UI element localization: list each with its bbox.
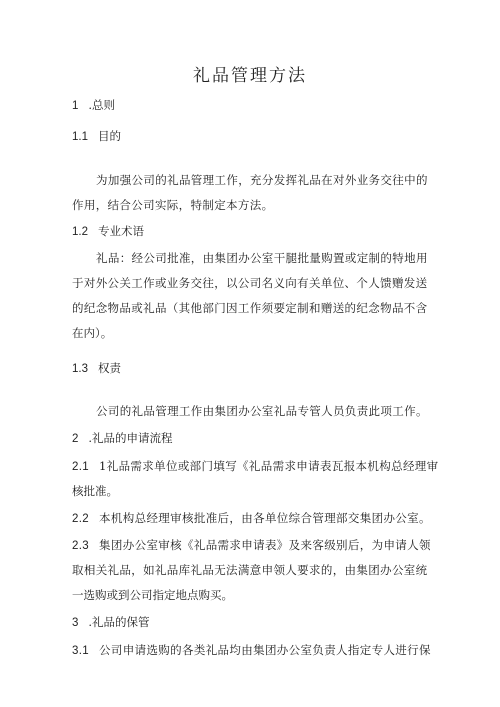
item-number: 2.2 xyxy=(72,513,90,525)
paragraph-line: 礼品：经公司批准，由集团办公室干腿批量购置或定制的特地用 xyxy=(96,251,428,265)
paragraph-line: 一选购或到公司指定地点购买。 xyxy=(72,588,233,602)
section-number: 1.2 xyxy=(72,226,88,238)
numbered-item xyxy=(72,458,439,475)
numbered-item xyxy=(72,510,432,527)
subsection-heading-text: 目的 xyxy=(98,129,121,143)
section-number: 1 xyxy=(72,100,79,112)
paragraph-line: 在内）。 xyxy=(72,326,113,340)
subsection-heading-text: 专业术语 xyxy=(98,224,144,238)
subsection-heading xyxy=(72,128,432,145)
item-text: 公司申请选购的各类礼品均由集团办公室负责人指定专人进行保 xyxy=(99,643,431,657)
item-number: 2.1 xyxy=(72,461,90,473)
item-number: 2.3 xyxy=(72,540,90,552)
section-number: 1.1 xyxy=(72,131,88,143)
paragraph-line: 于对外公关工作或业务交往，以公司名义向有关单位、个人馈赠发送 xyxy=(72,276,428,290)
item-number: 3.1 xyxy=(72,645,90,657)
paragraph-line: 取相关礼品，如礼品库礼品无法满意申领人要求的，由集团办公室统 xyxy=(72,563,428,577)
numbered-item xyxy=(72,537,432,554)
item-text: 本机构总经理审核批准后，由各单位综合管理部交集团办公室。 xyxy=(99,511,431,525)
subsection-heading-text: 权责 xyxy=(98,361,121,375)
section-number: 1.3 xyxy=(72,363,88,375)
section-heading-text: .礼品的保管 xyxy=(88,615,150,629)
section-heading xyxy=(72,614,432,631)
item-text: 集团办公室审核《礼品需求申请表》及来客级别后，为申请人领 xyxy=(99,538,431,552)
item-text: 1礼品需求单位或部门填写《礼品需求申请表瓦报本机构总经理审 xyxy=(99,459,439,473)
section-heading-text: .总则 xyxy=(88,98,116,112)
section-number: 2 xyxy=(72,433,79,445)
numbered-item xyxy=(72,642,432,659)
subsection-heading xyxy=(72,360,432,377)
document-title: 礼品管理方法 xyxy=(193,66,307,86)
paragraph-line: 作用，结合公司实际，特制定本方法。 xyxy=(72,198,274,212)
section-heading xyxy=(72,430,432,447)
section-heading xyxy=(72,97,432,114)
subsection-heading xyxy=(72,223,432,240)
paragraph-line: 为加强公司的礼品管理工作，充分发挥礼品在对外业务交往中的 xyxy=(96,173,428,187)
section-heading-text: .礼品的申请流程 xyxy=(88,431,173,445)
paragraph-line: 核批准。 xyxy=(72,484,118,498)
paragraph-line: 的纪念物品或礼品（其他部门因工作须要定制和赠送的纪念物品不含 xyxy=(72,301,428,315)
section-number: 3 xyxy=(72,617,79,629)
paragraph-line: 公司的礼品管理工作由集团办公室礼品专管人员负责此项工作。 xyxy=(96,404,428,418)
